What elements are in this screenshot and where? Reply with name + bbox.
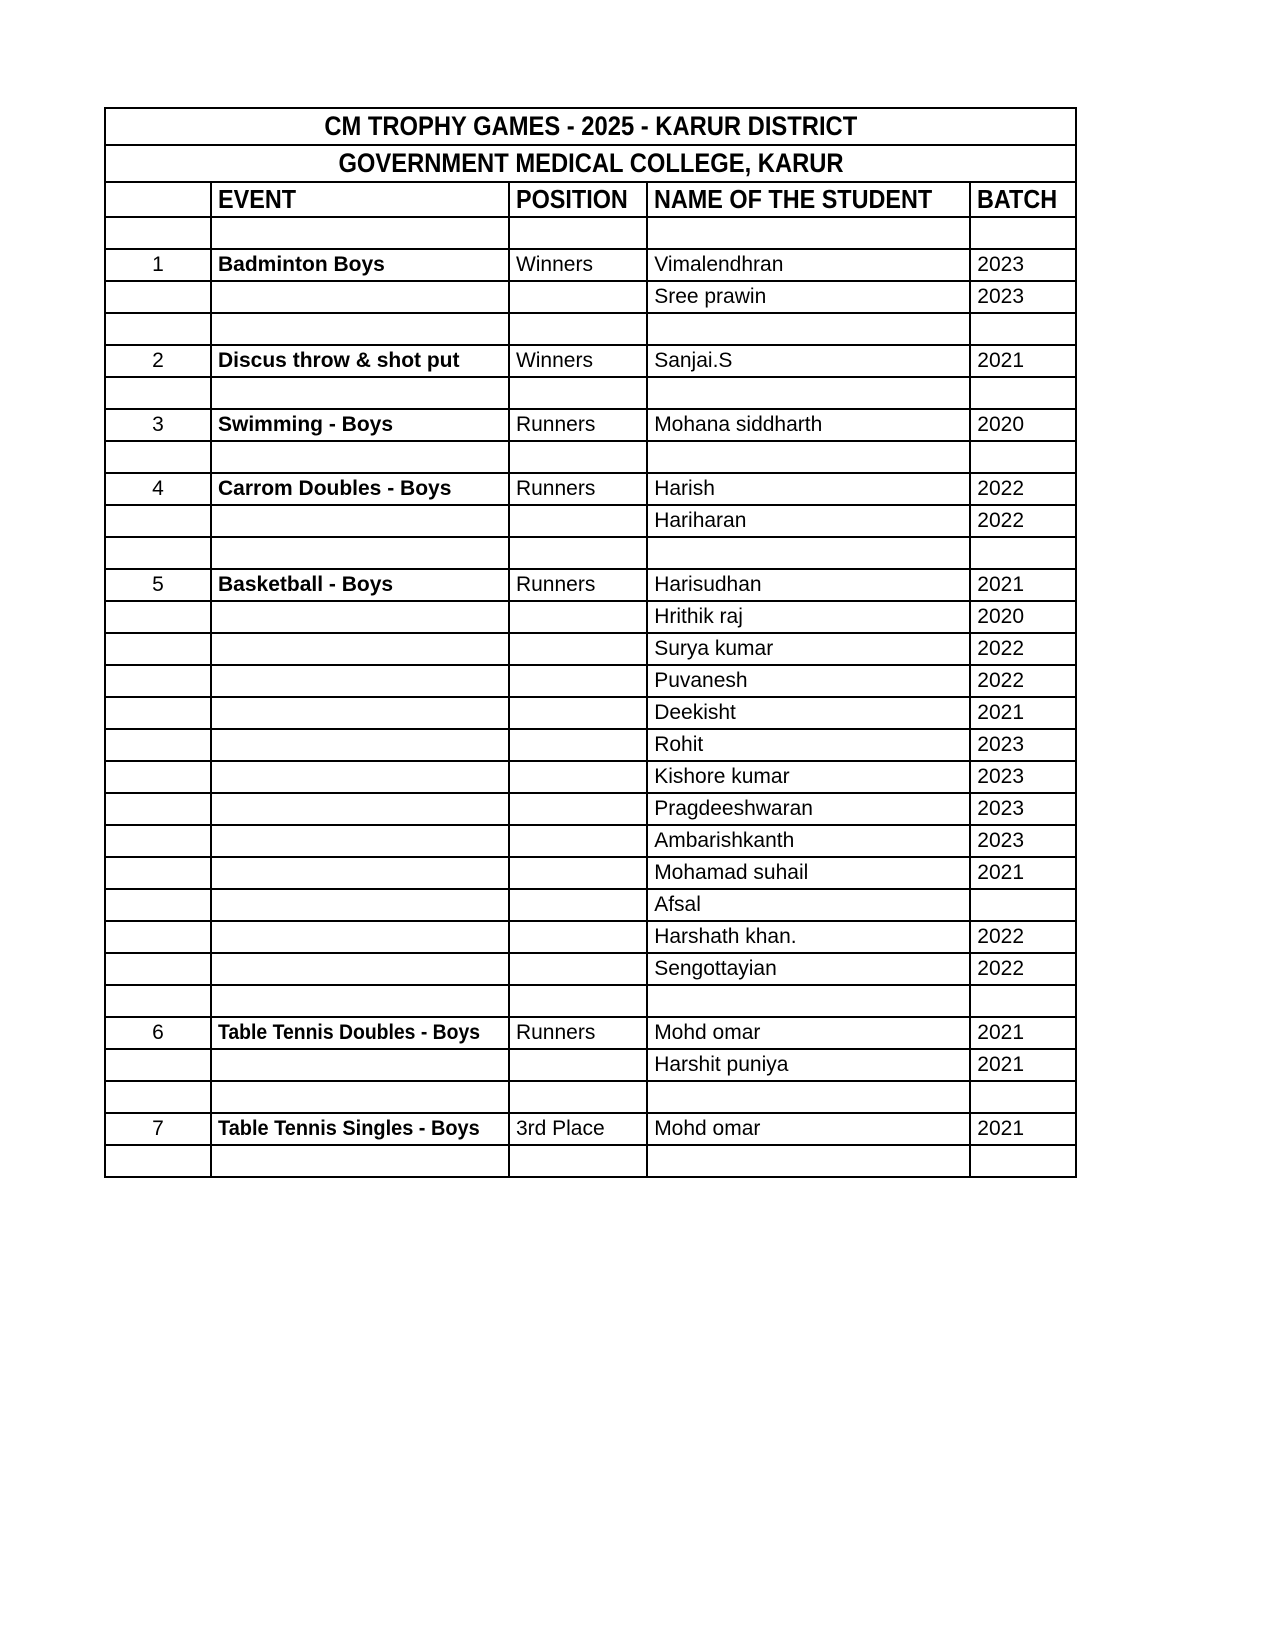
batch-cell [970,1017,1076,1049]
position-cell [509,857,647,889]
college-title-cell [105,145,1076,182]
event-cell [211,281,509,313]
student-name-cell-text: Rohit [654,733,704,756]
batch-cell [970,889,1076,921]
spacer-row [105,1145,1076,1177]
event-cell-text: Carrom Doubles - Boys [218,477,452,500]
row-number-cell-text: 3 [152,413,164,436]
row-number-cell [105,601,211,633]
batch-cell-text: 2021 [977,1021,1025,1044]
batch-cell-text: 2021 [977,1117,1025,1140]
student-name-cell [647,1113,970,1145]
position-cell [509,249,647,281]
title-row-2 [105,145,1076,182]
position-cell [509,793,647,825]
batch-cell [970,249,1076,281]
position-cell [509,217,647,249]
row-number-cell-text: 4 [152,477,164,500]
position-header-label: POSITION [515,184,628,214]
student-name-cell [647,1017,970,1049]
student-name-cell [647,697,970,729]
position-cell [509,953,647,985]
spacer-row [105,1081,1076,1113]
row-number-cell [105,441,211,473]
student-name-cell-text: Puvanesh [654,669,748,692]
student-name-cell-text: Sengottayian [654,957,777,980]
position-cell [509,1113,647,1145]
row-number-cell [105,345,211,377]
batch-cell [970,345,1076,377]
name-header-label: NAME OF THE STUDENT [654,184,933,214]
position-cell [509,889,647,921]
position-cell [509,281,647,313]
batch-cell [970,601,1076,633]
student-name-cell-text: Sanjai.S [654,349,733,372]
batch-cell [970,793,1076,825]
batch-header-label: BATCH [977,184,1058,214]
spacer-row [105,217,1076,249]
batch-cell-text: 2021 [977,1053,1025,1076]
position-cell [509,313,647,345]
event-cell [211,601,509,633]
position-cell-text: 3rd Place [515,1117,605,1140]
student-name-cell-text: Pragdeeshwaran [654,797,813,820]
batch-cell [970,473,1076,505]
student-name-cell-text: Harish [654,477,715,500]
college-title: GOVERNMENT MEDICAL COLLEGE, KARUR [338,148,844,178]
table-row [105,1049,1076,1081]
sheet-title-cell [105,108,1076,145]
event-cell [211,953,509,985]
row-number-cell [105,697,211,729]
student-name-cell [647,953,970,985]
table-row [105,1017,1076,1049]
event-cell [211,793,509,825]
table-row [105,697,1076,729]
column-header-row [105,182,1076,217]
student-name-cell [647,537,970,569]
student-name-cell [647,633,970,665]
position-cell [509,665,647,697]
spacer-row [105,985,1076,1017]
position-cell [509,505,647,537]
event-cell-text: Badminton Boys [218,253,385,276]
row-number-cell-text: 5 [152,573,164,596]
batch-cell-text: 2022 [977,925,1025,948]
row-number-cell [105,377,211,409]
event-cell [211,697,509,729]
batch-cell [970,761,1076,793]
student-name-cell [647,473,970,505]
event-cell [211,377,509,409]
position-cell [509,1049,647,1081]
position-cell [509,633,647,665]
results-table-body [105,108,1076,1177]
student-name-cell [647,377,970,409]
position-cell [509,377,647,409]
row-number-cell-text: 2 [152,349,164,372]
student-name-cell [647,665,970,697]
row-number-cell [105,761,211,793]
event-cell [211,889,509,921]
row-number-cell [105,889,211,921]
student-name-cell [647,729,970,761]
table-row [105,281,1076,313]
position-cell [509,537,647,569]
spacer-row [105,537,1076,569]
batch-cell [970,1145,1076,1177]
row-number-cell [105,537,211,569]
position-cell [509,441,647,473]
spacer-row [105,313,1076,345]
sheet-title: CM TROPHY GAMES - 2025 - KARUR DISTRICT [324,111,858,141]
batch-header-cell [970,182,1076,217]
spacer-row [105,441,1076,473]
row-number-cell [105,473,211,505]
student-name-cell-text: Harshath khan. [654,925,797,948]
table-row [105,569,1076,601]
student-name-cell [647,409,970,441]
batch-cell [970,1081,1076,1113]
row-number-cell [105,249,211,281]
student-name-cell [647,569,970,601]
student-name-cell-text: Sree prawin [654,285,767,308]
batch-cell-text: 2023 [977,285,1025,308]
student-name-cell [647,505,970,537]
student-name-cell [647,313,970,345]
event-cell [211,1145,509,1177]
event-cell [211,569,509,601]
row-number-cell [105,313,211,345]
event-cell [211,505,509,537]
event-cell [211,345,509,377]
student-name-cell-text: Hariharan [654,509,747,532]
row-number-cell-text: 1 [152,253,164,276]
table-row [105,857,1076,889]
event-cell [211,857,509,889]
event-cell-text: Table Tennis Doubles - Boys [218,1021,481,1044]
row-number-cell [105,793,211,825]
student-name-cell-text: Surya kumar [654,637,774,660]
student-name-cell [647,985,970,1017]
batch-cell-text: 2022 [977,637,1025,660]
position-cell [509,825,647,857]
batch-cell [970,569,1076,601]
position-cell [509,921,647,953]
batch-cell-text: 2022 [977,509,1025,532]
batch-cell [970,729,1076,761]
position-cell [509,697,647,729]
student-name-cell [647,921,970,953]
student-name-cell [647,217,970,249]
position-cell [509,1081,647,1113]
batch-cell [970,409,1076,441]
row-number-cell [105,217,211,249]
batch-cell [970,825,1076,857]
event-cell [211,761,509,793]
event-cell [211,1113,509,1145]
batch-cell [970,953,1076,985]
position-cell-text: Winners [515,253,593,276]
student-name-cell-text: Afsal [654,893,701,916]
name-header-cell [647,182,970,217]
student-name-cell-text: Harisudhan [654,573,762,596]
student-name-cell-text: Harshit puniya [654,1053,789,1076]
table-row [105,409,1076,441]
event-cell-text: Basketball - Boys [218,573,394,596]
batch-cell [970,537,1076,569]
batch-cell [970,1049,1076,1081]
student-name-cell [647,857,970,889]
position-header-cell [509,182,647,217]
student-name-cell [647,1145,970,1177]
student-name-cell-text: Mohd omar [654,1021,761,1044]
batch-cell [970,313,1076,345]
student-name-cell-text: Kishore kumar [654,765,790,788]
table-row [105,761,1076,793]
position-cell [509,985,647,1017]
student-name-cell [647,345,970,377]
batch-cell [970,697,1076,729]
position-cell-text: Runners [515,477,596,500]
title-row-1 [105,108,1076,145]
position-cell-text: Runners [515,413,596,436]
row-number-cell-text: 6 [152,1021,164,1044]
event-cell [211,441,509,473]
position-cell-text: Runners [515,573,596,596]
table-row [105,665,1076,697]
student-name-cell-text: Deekisht [654,701,736,724]
event-cell [211,1081,509,1113]
table-row [105,601,1076,633]
batch-cell [970,505,1076,537]
row-number-cell [105,1113,211,1145]
row-number-cell [105,665,211,697]
row-number-cell [105,409,211,441]
event-cell-text: Table Tennis Singles - Boys [218,1117,480,1140]
table-row [105,793,1076,825]
batch-cell-text: 2022 [977,669,1025,692]
row-number-cell [105,1081,211,1113]
student-name-cell-text: Hrithik raj [654,605,743,628]
batch-cell-text: 2023 [977,733,1025,756]
event-cell [211,249,509,281]
student-name-cell-text: Ambarishkanth [654,829,795,852]
student-name-cell [647,601,970,633]
event-cell [211,217,509,249]
batch-cell-text: 2020 [977,605,1025,628]
row-number-cell [105,1145,211,1177]
student-name-cell [647,889,970,921]
table-row [105,729,1076,761]
batch-cell-text: 2021 [977,573,1025,596]
event-cell [211,537,509,569]
batch-cell-text: 2023 [977,829,1025,852]
batch-cell [970,1113,1076,1145]
position-cell [509,409,647,441]
event-cell [211,313,509,345]
batch-cell-text: 2021 [977,701,1025,724]
position-cell [509,729,647,761]
row-number-cell [105,505,211,537]
table-row [105,953,1076,985]
student-name-cell [647,1081,970,1113]
position-cell [509,569,647,601]
position-cell [509,1145,647,1177]
results-table [104,107,1077,1178]
position-cell-text: Runners [515,1021,596,1044]
row-number-cell [105,633,211,665]
table-row [105,473,1076,505]
row-number-cell [105,921,211,953]
event-cell [211,665,509,697]
spacer-row [105,377,1076,409]
event-cell [211,825,509,857]
event-cell [211,473,509,505]
student-name-cell [647,441,970,473]
batch-cell-text: 2023 [977,797,1025,820]
table-row [105,889,1076,921]
position-cell [509,601,647,633]
row-number-cell [105,857,211,889]
student-name-cell [647,825,970,857]
event-cell [211,1049,509,1081]
batch-cell [970,441,1076,473]
event-cell-text: Swimming - Boys [218,413,394,436]
table-row [105,921,1076,953]
batch-cell [970,217,1076,249]
student-name-cell-text: Vimalendhran [654,253,784,276]
batch-cell-text: 2022 [977,477,1025,500]
event-header-label: EVENT [218,184,297,214]
student-name-cell-text: Mohd omar [654,1117,761,1140]
student-name-cell [647,249,970,281]
row-number-cell [105,985,211,1017]
table-row [105,505,1076,537]
position-cell [509,761,647,793]
batch-cell [970,633,1076,665]
event-cell [211,633,509,665]
batch-cell [970,921,1076,953]
row-number-cell [105,825,211,857]
student-name-cell [647,761,970,793]
event-cell-text: Discus throw & shot put [218,349,460,372]
batch-cell [970,857,1076,889]
event-cell [211,1017,509,1049]
row-number-cell [105,953,211,985]
row-number-cell [105,1017,211,1049]
table-row [105,633,1076,665]
student-name-cell [647,1049,970,1081]
sno-header-cell [105,182,211,217]
event-cell [211,921,509,953]
table-row [105,249,1076,281]
row-number-cell [105,569,211,601]
position-cell-text: Winners [515,349,593,372]
row-number-cell [105,281,211,313]
batch-cell [970,665,1076,697]
event-cell [211,729,509,761]
row-number-cell [105,729,211,761]
batch-cell [970,281,1076,313]
batch-cell-text: 2023 [977,253,1025,276]
batch-cell [970,985,1076,1017]
batch-cell-text: 2022 [977,957,1025,980]
batch-cell-text: 2020 [977,413,1025,436]
table-row [105,1113,1076,1145]
row-number-cell [105,1049,211,1081]
row-number-cell-text: 7 [152,1117,164,1140]
student-name-cell-text: Mohamad suhail [654,861,809,884]
position-cell [509,1017,647,1049]
batch-cell [970,377,1076,409]
event-cell [211,985,509,1017]
student-name-cell-text: Mohana siddharth [654,413,823,436]
position-cell [509,345,647,377]
batch-cell-text: 2021 [977,349,1025,372]
table-row [105,345,1076,377]
event-cell [211,409,509,441]
batch-cell-text: 2023 [977,765,1025,788]
event-header-cell [211,182,509,217]
table-row [105,825,1076,857]
student-name-cell [647,281,970,313]
batch-cell-text: 2021 [977,861,1025,884]
position-cell [509,473,647,505]
student-name-cell [647,793,970,825]
